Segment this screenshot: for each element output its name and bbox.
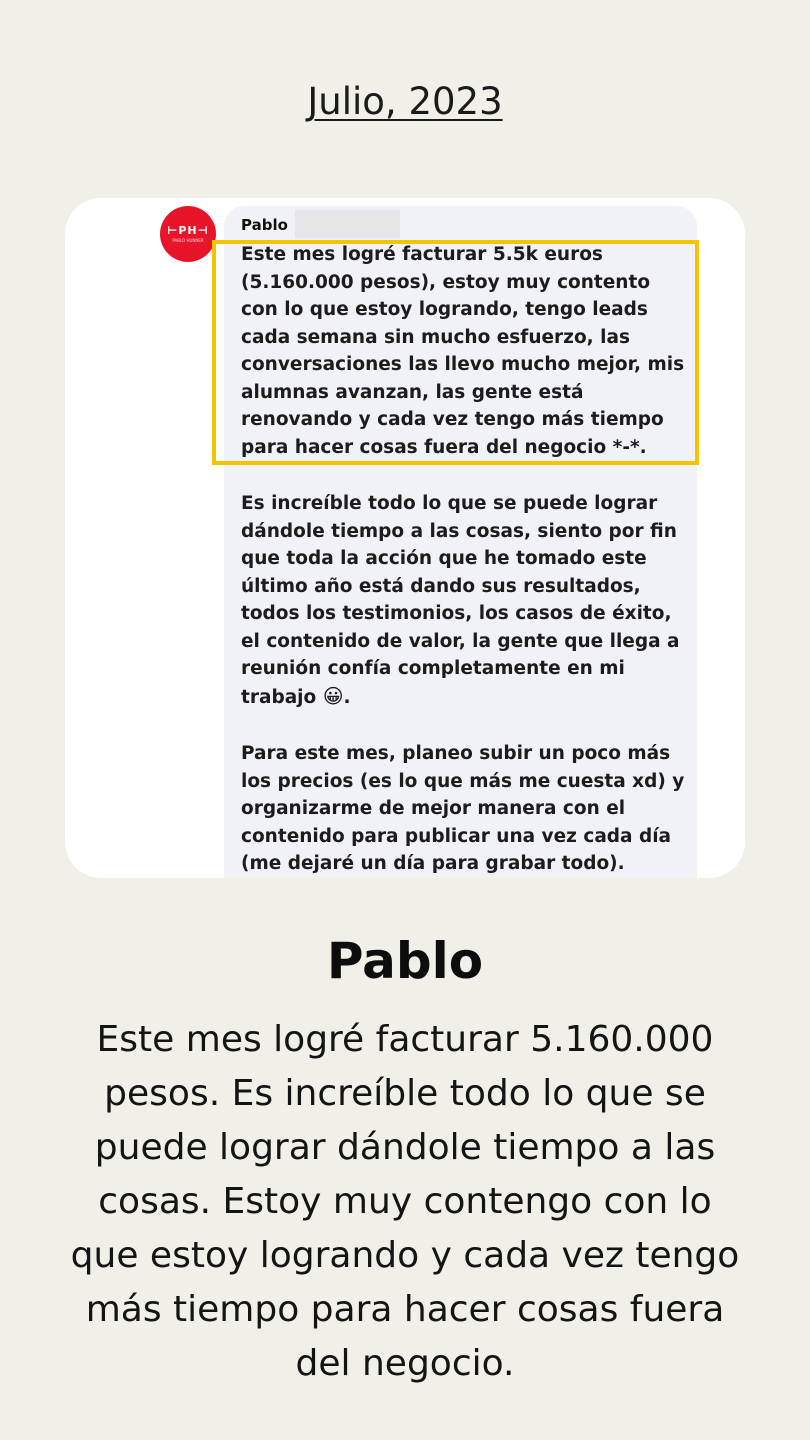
date-heading: Julio, 2023 (307, 80, 503, 123)
testimonial-text: Este mes logré facturar 5.160.000 pesos. Es increíble todo lo que se puede lograr dándole tiempo a las cosas. Estoy muy contengo con lo que estoy logrando y cada vez tengo más tiempo para hacer cosas fuera del negocio. (70, 1019, 740, 1384)
redacted-surname (295, 210, 400, 238)
highlight-box (212, 240, 699, 465)
avatar (160, 206, 216, 262)
message-paragraph-1: Este mes logré facturar 5.5k euros (5.160.000 pesos), estoy muy contento con lo que estoy logrando, tengo leads cada semana sin mucho esfuerzo, las conversaciones las llevo mucho mejor, mis alumnas avanzan, las gente está renovando y cada vez tengo más tiempo para hacer cosas fuera del negocio *-*. (241, 244, 685, 458)
testimonial-name: Pablo (326, 932, 484, 990)
avatar-logo-subtext: PABLO HUNNER (172, 238, 204, 243)
message-screenshot-card (65, 198, 745, 878)
sender-name: Pablo (241, 216, 288, 234)
grinning-face-emoji-icon: 😀 (322, 683, 344, 708)
message-paragraph-2-text: Es increíble todo lo que se puede lograr dándole tiempo a las cosas, siento por fin que toda la acción que he tomado este último año está dando sus resultados, todos los testimonios, los casos de éxito, el contenido de valor, la gente que llega a reunión confía completamente en mi trabajo (241, 493, 680, 708)
message-paragraph-3: Para este mes, planeo subir un poco más los precios (es lo que más me cuesta xd) y organizarme de mejor manera con el contenido para publicar una vez cada día (me dejaré un día para grabar todo). (241, 743, 685, 874)
message-paragraph-2-suffix: . (343, 686, 351, 708)
message-paragraph-2 (241, 490, 689, 711)
avatar-logo-text: ⊢PH⊣ (167, 224, 209, 237)
